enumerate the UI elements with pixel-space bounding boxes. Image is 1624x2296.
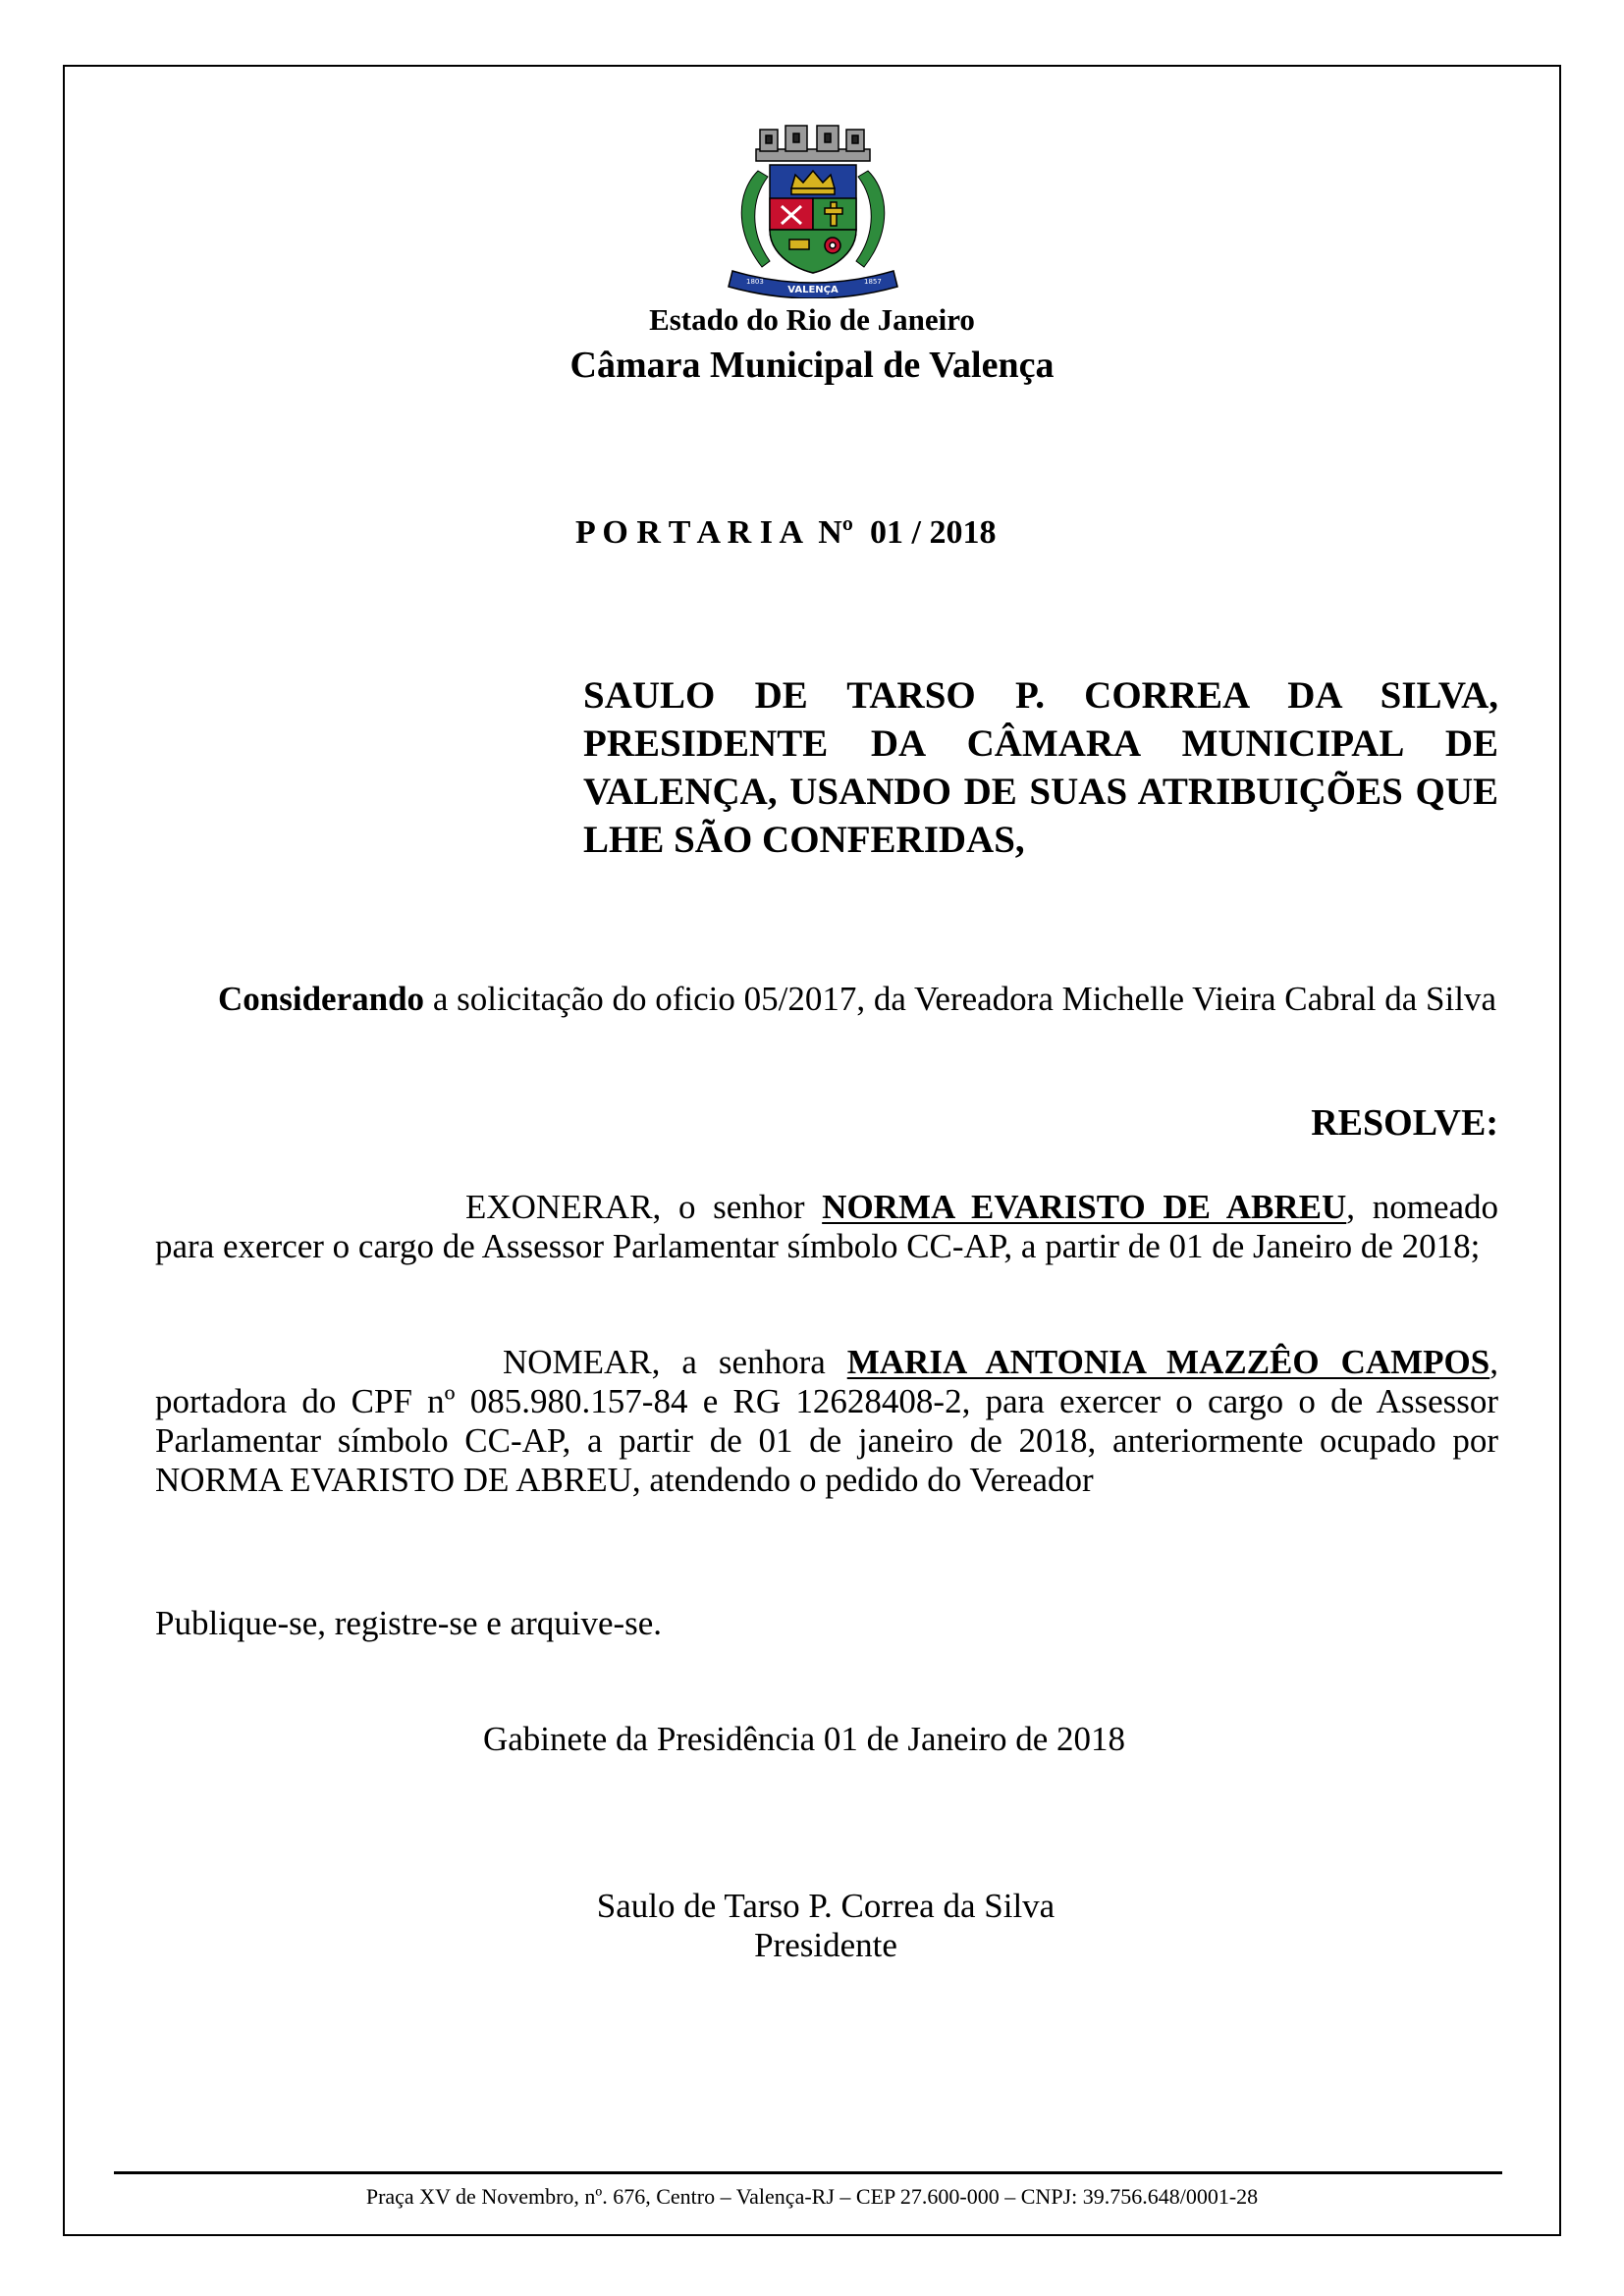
considering-lead: Considerando xyxy=(218,980,425,1018)
year-left: 1803 xyxy=(746,278,764,286)
footer-address: Praça XV de Novembro, nº. 676, Centro – Valença-RJ – CEP 27.600-000 – CNPJ: 39.756.648/0001-28 xyxy=(365,2184,1259,2209)
appoint-text: , portadora do CPF nº 085.980.157-84 e RG 12628408-2, para exercer o cargo o de Assessor Parlamentar símbolo CC-AP, a partir de 01 de janeiro de 2018, anteriormente ocupado por NORMA EVARISTO DE ABREU, atendendo o pedido do Vereador xyxy=(155,1343,1498,1499)
signatory-name: Saulo de Tarso P. Correa da Silva xyxy=(596,1887,1056,1925)
appointed-name: MARIA ANTONIA MAZZÊO CAMPOS xyxy=(846,1343,1490,1381)
state-heading: Estado do Rio de Janeiro xyxy=(649,302,975,337)
document-title: P O R T A R I A Nº 01 / 2018 xyxy=(575,514,997,551)
year-right: 1857 xyxy=(864,278,882,286)
chamber-heading: Câmara Municipal de Valença xyxy=(569,345,1055,386)
mural-crown xyxy=(756,126,870,161)
publish-line: Publique-se, registre-se e arquive-se. xyxy=(155,1604,663,1642)
appoint-verb: NOMEAR, a senhora xyxy=(503,1343,847,1381)
shield xyxy=(770,165,856,273)
appoint-paragraph xyxy=(155,1343,1498,1500)
exonerated-name: NORMA EVARISTO DE ABREU xyxy=(822,1188,1347,1226)
exonerate-verb: EXONERAR, o senhor xyxy=(465,1188,823,1226)
exonerate-text: , nomeado para exercer o cargo de Assessor Parlamentar símbolo CC-AP, a partir de 01 de Janeiro de 2018; xyxy=(155,1188,1499,1265)
preamble: SAULO DE TARSO P. CORREA DA SILVA, PRESIDENTE DA CÂMARA MUNICIPAL DE VALENÇA, USANDO DE SUAS ATRIBUIÇÕES QUE LHE SÃO CONFERIDAS, xyxy=(583,674,1498,861)
considering-paragraph xyxy=(155,980,1498,1019)
footer-divider xyxy=(114,2171,1502,2174)
exonerate-paragraph xyxy=(155,1188,1498,1266)
right-branch xyxy=(856,171,885,267)
resolve-heading: RESOLVE: xyxy=(1311,1102,1498,1144)
signatory-role: Presidente xyxy=(754,1926,897,1964)
municipal-coat-of-arms-icon xyxy=(719,124,907,298)
place-date: Gabinete da Presidência 01 de Janeiro de 2018 xyxy=(482,1720,1126,1758)
scroll-text: VALENÇA xyxy=(787,285,839,295)
left-branch xyxy=(741,171,770,267)
considering-text: a solicitação do oficio 05/2017, da Vereadora Michelle Vieira Cabral da Silva xyxy=(424,980,1497,1018)
